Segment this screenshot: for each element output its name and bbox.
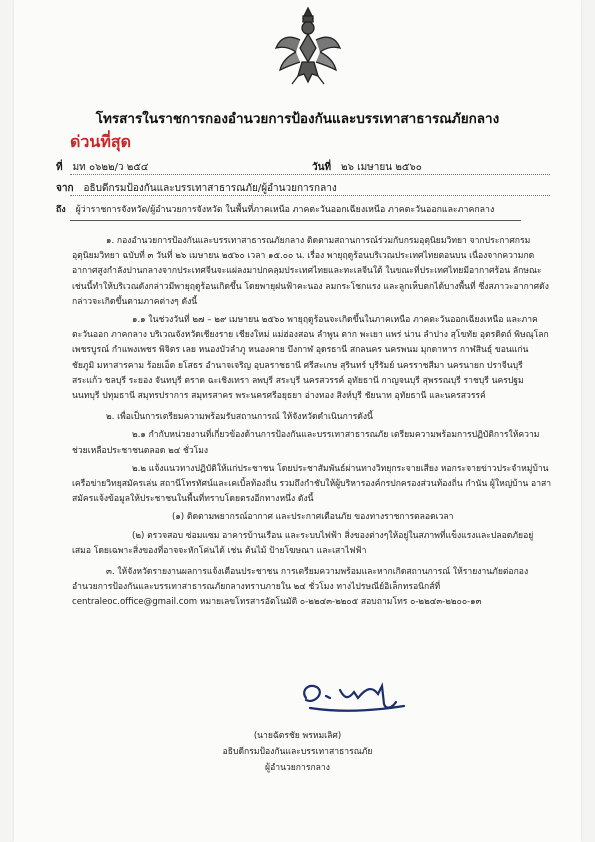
signatory-name: (นายฉัตรชัย พรหมเลิศ) — [253, 731, 342, 741]
from-line — [56, 181, 337, 196]
from-value: อธิบดีกรมป้องกันและบรรเทาสาธารณภัย/ผู้อำนวยการกลาง — [83, 183, 337, 194]
number-value: มท ๐๖๒๒/ว ๒๕๔ — [72, 162, 149, 173]
garuda-emblem-icon — [274, 4, 342, 88]
handwritten-signature — [296, 668, 416, 718]
dotted-rule — [70, 195, 550, 196]
to-value: ผู้ว่าราชการจังหวัด/ผู้อำนวยการจังหวัด ในพื้นที่ภาคเหนือ ภาคตะวันออกเฉียงเหนือ ภาคตะวันออกและภาคกลาง — [75, 205, 495, 215]
paragraph-3: ๓. ให้จังหวัดรายงานผลการแจ้งเตือนประชาชน การเตรียมความพร้อมและหากเกิดสถานการณ์ ให้รายงานภัยต่อกองอำนวยการป้องกันและบรรเทาสาธารณภัยกลางทราบภายใน ๒๔ ชั่วโมง ทางไปรษณีย์อิเล็กทรอนิกส์ที่ centraleoc.office@gmail.com หมายเลขโทรสารอัตโนมัติ ๐-๒๒๔๓-๒๒๐๕ สอบถามโทร ๐-๒๒๔๓-๒๒๐๐-๑๓ — [72, 567, 529, 608]
paragraph-2-1: ๒.๑ กำกับหน่วยงานที่เกี่ยวข้องด้านการป้องกันและบรรเทาสาธารณภัย เตรียมความพร้อมการปฏิบัติการให้ความช่วยเหลือประชาชนตลอด ๒๔ ชั่วโมง — [72, 430, 540, 456]
fax-header-title: โทรสารในราชการกองอำนวยการป้องกันและบรรเทาสาธารณภัยกลาง — [95, 111, 500, 127]
signatory-position-1: อธิบดีกรมป้องกันและบรรเทาสาธารณภัย — [222, 747, 373, 757]
document-page — [14, 0, 581, 842]
document-date — [312, 160, 422, 175]
signatory-position-2: ผู้อำนวยการกลาง — [265, 763, 330, 773]
header-divider — [70, 220, 521, 221]
paragraph-1: ๑. กองอำนวยการป้องกันและบรรเทาสาธารณภัยกลาง ติดตามสถานการณ์ร่วมกับกรมอุตุนิยมวิทยา จากประกาศกรมอุตุนิยมวิทยา ฉบับที่ ๓ วันที่ ๒๖ เมษายน ๒๕๖๐ เวลา ๑๕.๐๐ น. เรื่อง พายุฤดูร้อนบริเวณประเทศไทยตอนบน เนื่องจากความกดอากาศสูงกำลังปานกลางจากประเทศจีนจะแผ่ลงมาปกคลุมประเทศไทยและทะเลจีนใต้ ในขณะที่ประเทศไทยมีอากาศร้อน ลักษณะเช่นนี้ทำให้บริเวณดังกล่าวมีพายุฤดูร้อนเกิดขึ้น โดยพายุฝนฟ้าคะนอง ลมกระโชกแรง และลูกเห็บตกได้บางพื้นที่ ซึ่งสภาวะอากาศดังกล่าวจะเกิดขึ้นตามภาคต่างๆ ดังนี้ — [72, 236, 549, 307]
urgency-label: ด่วนที่สุด — [70, 132, 132, 151]
paragraph-2-2-a: (๑) ติดตามพยากรณ์อากาศ และประกาศเตือนภัย ของทางราชการตลอดเวลา — [172, 512, 454, 523]
date-value: ๒๖ เมษายน ๒๕๖๐ — [341, 162, 422, 173]
dotted-rule — [70, 174, 550, 175]
from-label: จาก — [56, 183, 74, 194]
paragraph-2-2-b: (๒) ตรวจสอบ ซ่อมแซม อาคารบ้านเรือน และระบบไฟฟ้า สิ่งของต่างๆให้อยู่ในสภาพที่แข็งแรงและปลอดภัยอยู่เสมอ โดยเฉพาะสิ่งของที่อาจจะหักโค่นได้ เช่น ต้นไม้ ป้ายโฆษณา และเสาไฟฟ้า — [72, 530, 534, 556]
date-label: วันที่ — [312, 162, 332, 173]
paragraph-2: ๒. เพื่อเป็นการเตรียมความพร้อมรับสถานการณ์ ให้จังหวัดดำเนินการดังนี้ — [106, 412, 373, 423]
paragraph-1-1: ๑.๑ ในช่วงวันที่ ๒๗ – ๒๙ เมษายน ๒๕๖๐ พายุฤดูร้อนจะเกิดขึ้นในภาคเหนือ ภาคตะวันออกเฉียงเหนือ และภาคตะวันออก ภาคกลาง บริเวณจังหวัดเชียงราย เชียงใหม่ แม่ฮ่องสอน ลำพูน ตาก พะเยา แพร่ น่าน ลำปาง สุโขทัย อุตรดิตถ์ พิษณุโลก เพชรบูรณ์ กำแพงเพชร พิจิตร เลย หนองบัวลำภู หนองคาย บึงกาฬ อุดรธานี สกลนคร นครพนม มุกดาหาร กาฬสินธุ์ ขอนแก่น ชัยภูมิ มหาสารคาม ร้อยเอ็ด ยโสธร อำนาจเจริญ อุบลราชธานี ศรีสะเกษ สุรินทร์ บุรีรัมย์ นครราชสีมา นครนายก ปราจีนบุรี สระแก้ว ชลบุรี ระยอง จันทบุรี ตราด ฉะเชิงเทรา ลพบุรี สระบุรี นครสวรรค์ อุทัยธานี กาญจนบุรี สุพรรณบุรี ราชบุรี นครปฐม นนทบุรี ปทุมธานี สมุทรปราการ สมุทรสาคร พระนครศรีอยุธยา อ่างทอง สิงห์บุรี ชัยนาท อุทัยธานี และนครสวรรค์ — [72, 315, 549, 402]
paragraph-2-2: ๒.๒ แจ้งแนวทางปฏิบัติให้แก่ประชาชน โดยประชาสัมพันธ์ผ่านทางวิทยุกระจายเสียง หอกระจายข่าวประจำหมู่บ้าน เครือข่ายวิทยุสมัครเล่น สถานีโทรทัศน์และเคเบิ้ลท้องถิ่น รวมถึงกำชับให้ผู้บริหารองค์กรปกครองส่วนท้องถิ่น กำนัน ผู้ใหญ่บ้าน อาสาสมัครแจ้งข้อมูลให้ประชาชนในพื้นที่ทราบโดยตรงอีกทางหนึ่ง ดังนี้ — [72, 463, 552, 505]
to-label: ถึง — [56, 205, 66, 215]
number-label: ที่ — [56, 162, 63, 173]
to-line — [56, 202, 494, 216]
document-body — [72, 234, 552, 611]
document-number — [56, 160, 148, 175]
